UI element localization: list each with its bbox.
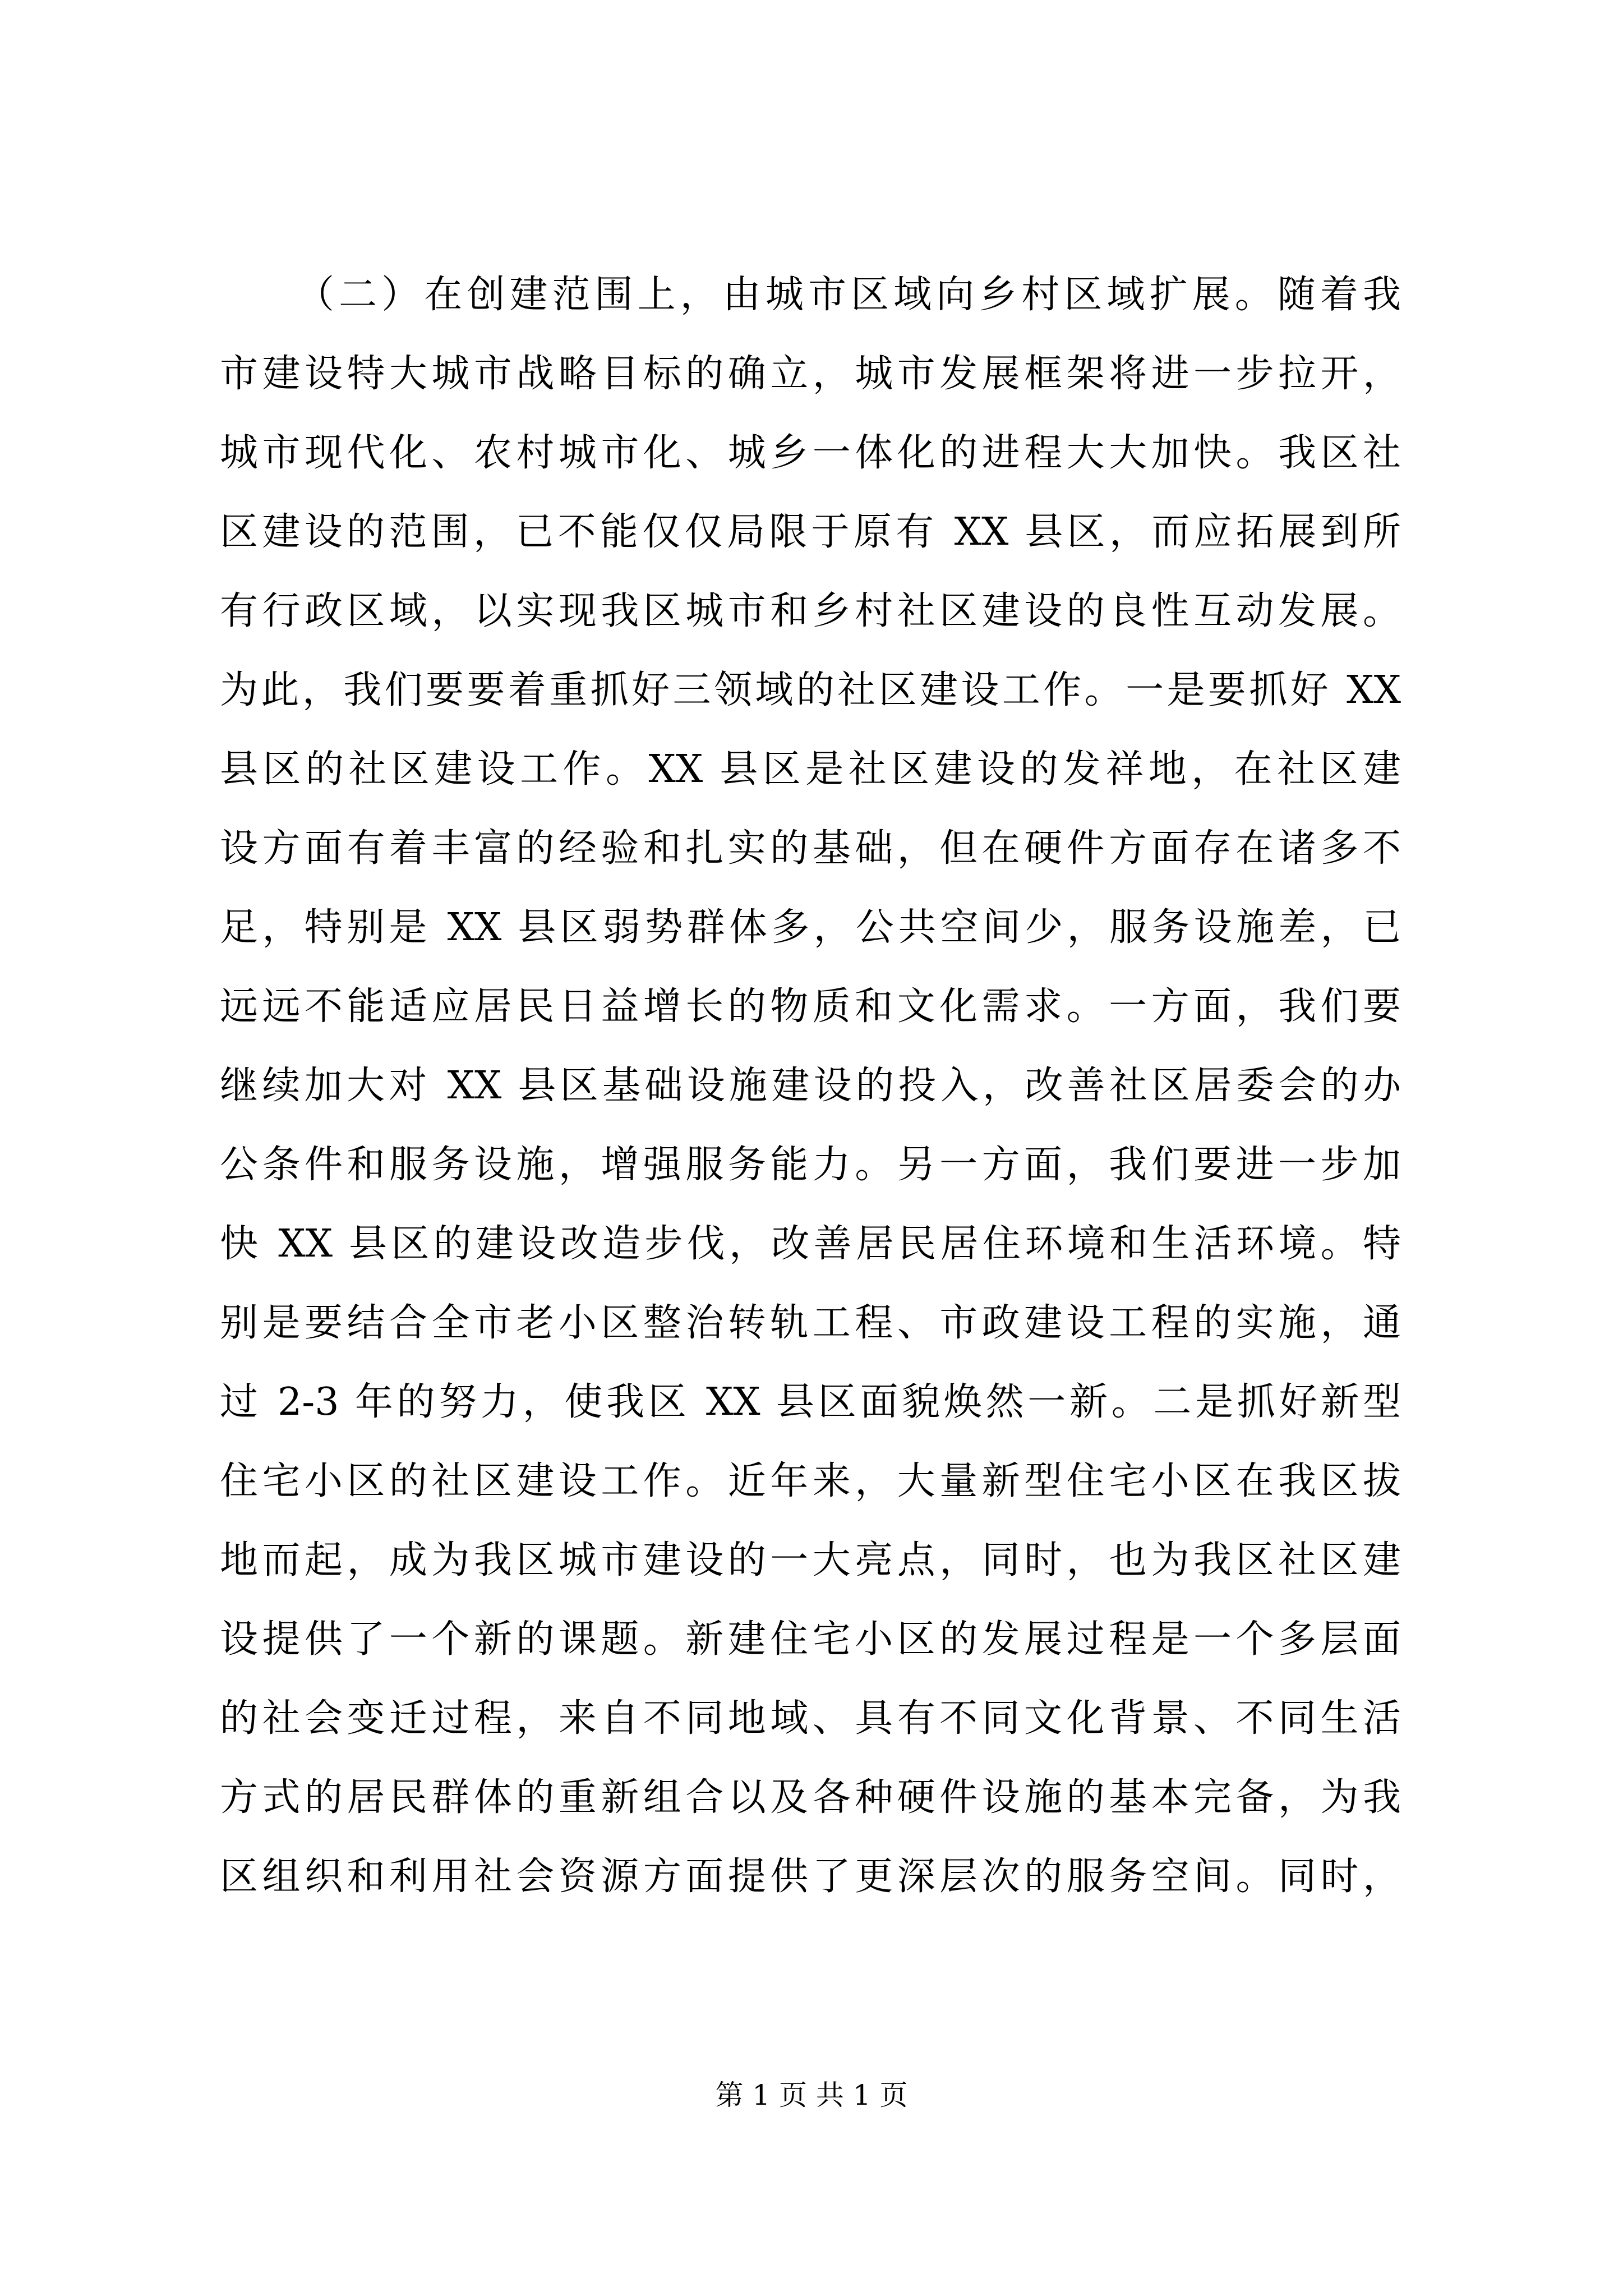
paragraph-line: 远远不能适应居民日益增长的物质和文化需求。一方面，我们要 bbox=[220, 984, 1401, 1029]
paragraph-line: 住宅小区的社区建设工作。近年来，大量新型住宅小区在我区拔 bbox=[220, 1459, 1401, 1503]
paragraph-line: 县区的社区建设工作。XX 县区是社区建设的发祥地，在社区建 bbox=[220, 747, 1401, 792]
paragraph-line: 方式的居民群体的重新组合以及各种硬件设施的基本完备，为我 bbox=[220, 1775, 1401, 1820]
paragraph-line: 过 2-3 年的努力，使我区 XX 县区面貌焕然一新。二是抓好新型 bbox=[220, 1380, 1401, 1424]
paragraph-line: 的社会变迁过程，来自不同地域、具有不同文化背景、不同生活 bbox=[220, 1696, 1401, 1741]
paragraph-line: （二）在创建范围上，由城市区域向乡村区域扩展。随着我 bbox=[296, 273, 1401, 317]
paragraph-line: 设提供了一个新的课题。新建住宅小区的发展过程是一个多层面 bbox=[220, 1617, 1401, 1662]
paragraph-line: 区组织和利用社会资源方面提供了更深层次的服务空间。同时， bbox=[220, 1855, 1401, 1899]
paragraph-line: 有行政区域，以实现我区城市和乡村社区建设的良性互动发展。 bbox=[220, 589, 1401, 633]
paragraph-line: 足，特别是 XX 县区弱势群体多，公共空间少，服务设施差，已 bbox=[220, 905, 1401, 950]
paragraph-line: 城市现代化、农村城市化、城乡一体化的进程大大加快。我区社 bbox=[220, 431, 1401, 475]
paragraph-line: 设方面有着丰富的经验和扎实的基础，但在硬件方面存在诸多不 bbox=[220, 826, 1401, 871]
paragraph-line: 地而起，成为我区城市建设的一大亮点，同时，也为我区社区建 bbox=[220, 1538, 1401, 1582]
paragraph-line: 市建设特大城市战略目标的确立，城市发展框架将进一步拉开， bbox=[220, 352, 1401, 396]
paragraph-line: 快 XX 县区的建设改造步伐，改善居民居住环境和生活环境。特 bbox=[220, 1222, 1401, 1266]
paragraph-line: 为此，我们要要着重抓好三领域的社区建设工作。一是要抓好 XX bbox=[220, 668, 1401, 712]
body-paragraph bbox=[220, 255, 1401, 1916]
paragraph-line: 继续加大对 XX 县区基础设施建设的投入，改善社区居委会的办 bbox=[220, 1064, 1401, 1108]
paragraph-line: 区建设的范围，已不能仅仅局限于原有 XX 县区，而应拓展到所 bbox=[220, 510, 1401, 554]
paragraph-line: 别是要结合全市老小区整治转轨工程、市政建设工程的实施，通 bbox=[220, 1301, 1401, 1345]
paragraph-line: 公条件和服务设施，增强服务能力。另一方面，我们要进一步加 bbox=[220, 1143, 1401, 1187]
page-footer: 第 1 页 共 1 页 bbox=[715, 2079, 908, 2111]
